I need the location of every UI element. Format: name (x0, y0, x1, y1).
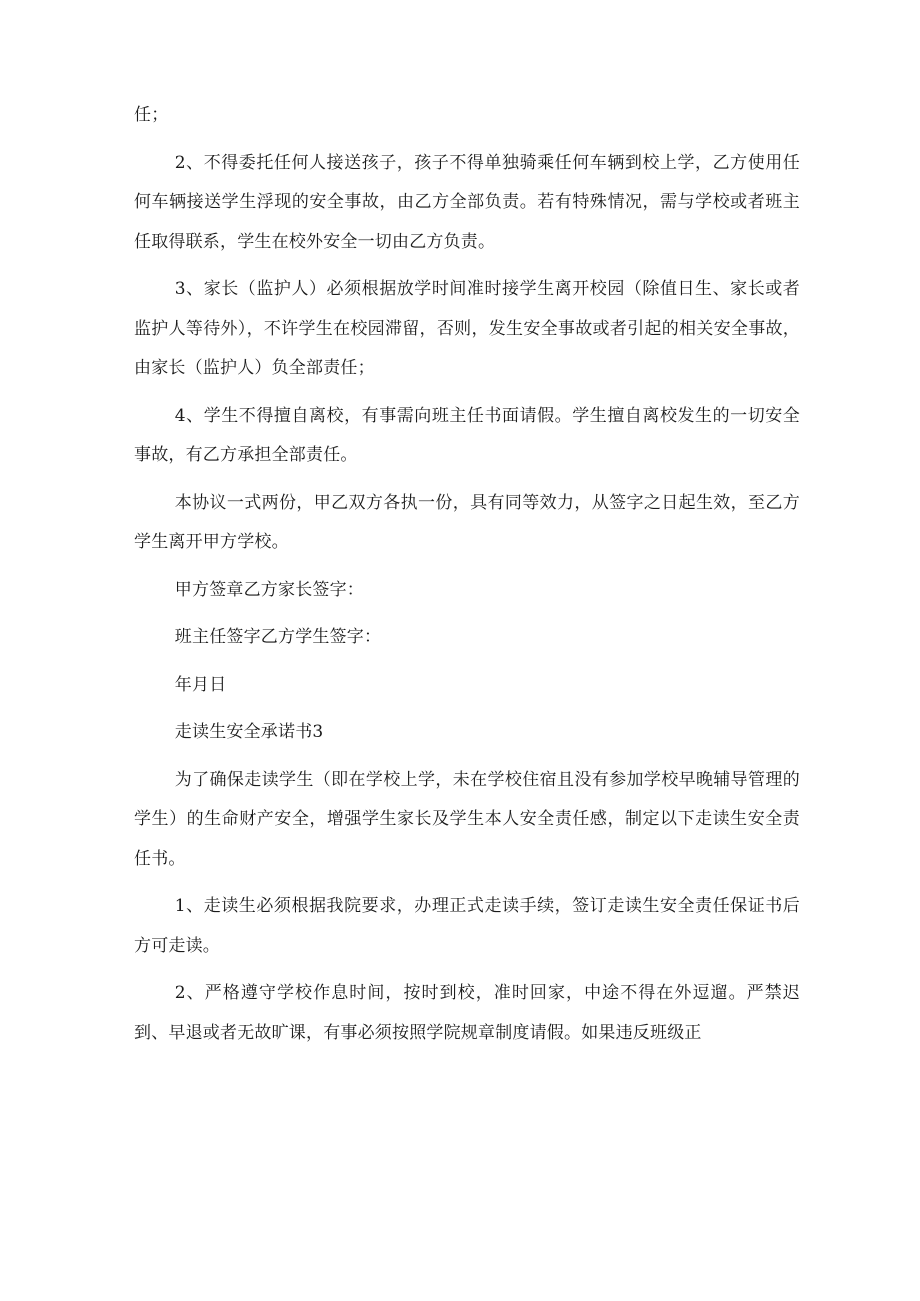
paragraph-item-2-pickup: 2、不得委托任何人接送孩子，孩子不得单独骑乘任何车辆到校上学，乙方使用任何车辆接送学生浮现的安全事故，由乙方全部负责。若有特殊情况，需与学校或者班主任取得联系，学生在校外安全一切由乙方负责。 (134, 152, 800, 252)
paragraph-intro: 为了确保走读学生（即在学校上学，未在学校住宿且没有参加学校早晚辅导管理的学生）的生命财产安全，增强学生家长及学生本人安全责任感，制定以下走读生安全责任书。 (134, 769, 800, 869)
section-title: 走读生安全承诺书3 (174, 722, 324, 742)
signature-line-party-a: 甲方签章乙方家长签字： (174, 579, 364, 600)
date-line: 年月日 (174, 674, 227, 695)
paragraph-item-1-procedure: 1、走读生必须根据我院要求，办理正式走读手续，签订走读生安全责任保证书后方可走读。 (134, 896, 800, 956)
signature-line-teacher: 班主任签字乙方学生签字： (174, 627, 382, 647)
paragraph-item-2-schedule: 2、严格遵守学校作息时间，按时到校，准时回家，中途不得在外逗遛。严禁迟到、早退或者无故旷课，有事必须按照学院规章制度请假。如果违反班级正 (134, 983, 800, 1043)
document-body (134, 96, 800, 1053)
paragraph-item-4-leave: 4、学生不得擅自离校，有事需向班主任书面请假。学生擅自离校发生的一切安全事故，有乙方承担全部责任。 (134, 405, 800, 465)
paragraph-item-3-dismissal: 3、家长（监护人）必须根据放学时间准时接学生离开校园（除值日生、家长或者监护人等待外），不许学生在校园滞留，否则，发生安全事故或者引起的相关安全事故，由家长（监护人）负全部责任； (134, 279, 800, 378)
paragraph-agreement-copies: 本协议一式两份，甲乙双方各执一份，具有同等效力，从签字之日起生效，至乙方学生离开甲方学校。 (134, 492, 800, 552)
paragraph-continuation: 任； (134, 105, 169, 125)
